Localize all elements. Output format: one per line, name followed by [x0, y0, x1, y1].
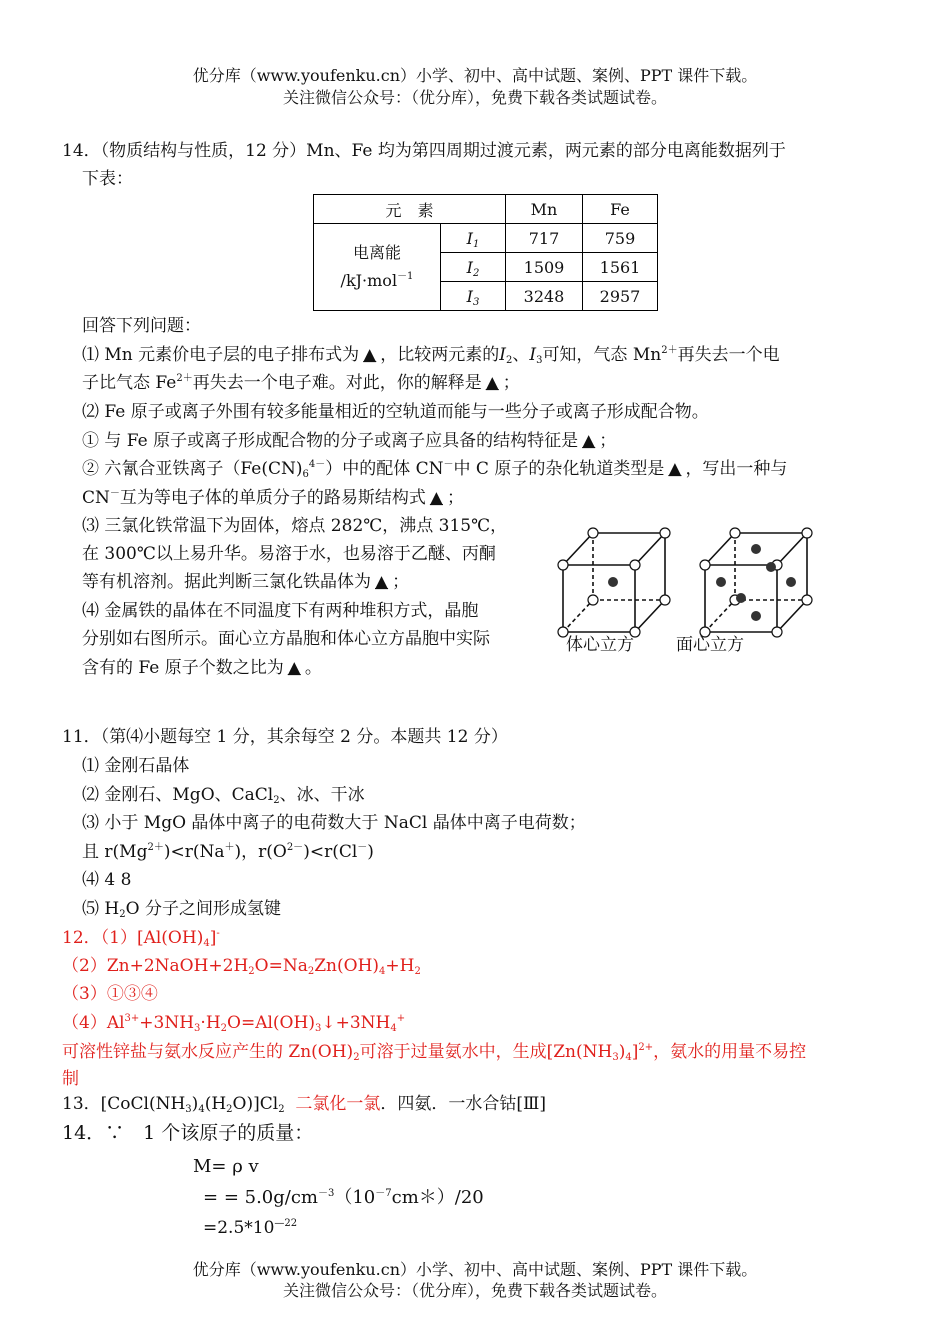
fig-label-bcc: 体心立方 — [566, 635, 634, 655]
q4-line-1: ⑷ 金属铁的晶体在不同温度下有两种堆积方式，晶胞 — [82, 601, 479, 621]
row-label-line-1: 电离能 — [352, 243, 401, 262]
q3-line-2: 在 300℃以上易升华。易溶于水，也易溶于乙醚、丙酮 — [82, 544, 496, 564]
header-line-1: 优分库（www.youfenku.cn）小学、初中、高中试题、案例、PPT 课件下载。 — [192, 66, 758, 85]
table-cell-mn-i1: 717 — [506, 224, 583, 253]
table-cell-i1: $I_1$ — [441, 224, 506, 253]
answer-blank: ▲ — [287, 658, 301, 678]
q3-line-3: 等有机溶剂。据此判断三氯化铁晶体为 ▲ ； — [82, 572, 410, 592]
answers11-a4: ⑷ 4 8 — [82, 870, 132, 890]
answer-blank: ▲ — [668, 459, 682, 479]
table-cell-i3: $I_3$ — [441, 282, 506, 311]
question-intro-2: 下表： — [82, 169, 133, 189]
footer-line-2: 关注微信公众号：（优分库），免费下载各类试题试卷。 — [282, 1281, 667, 1300]
answers12-l2: $(2)Zn+2NaOH+2H_2O=Na_2Zn(OH)_4+H_2$ — [62, 956, 421, 977]
answers11-a2: ⑵ 金刚石、MgO、CaCl$_2$、冰、干冰 — [82, 785, 365, 806]
table-header-mn: Mn — [506, 195, 583, 224]
answers11-a1: ⑴ 金刚石晶体 — [82, 756, 190, 776]
answers13: 13．$[CoCl(NH_3)_4(H_2O)]Cl_2$ 二氯化一氯．四氨．一水合钴[Ⅲ] — [62, 1094, 547, 1115]
answers12-l6: 制 — [62, 1069, 79, 1089]
answers14-l4: $=2.5*10^{—22}$ — [203, 1218, 298, 1238]
answers14-l1: 14．∵ 1 个该原子的质量： — [62, 1122, 314, 1144]
answers12-l4: $(4)Al^{3+}+3NH_3\cdot H_2O=Al(OH)_3↓+3NH_4^+$ — [62, 1013, 406, 1034]
answer-blank: ▲ — [582, 431, 596, 451]
answers12-l5: 可溶性锌盐与氨水反应产生的 $Zn(OH)_2$可溶于过量氨水中，生成$[Zn(NH_3)_4]^{2+}$，氨水的用量不易控 — [62, 1042, 807, 1063]
ionization-energy-table — [313, 194, 658, 311]
q2-sub-3: CN－互为等电子体的单质分子的路易斯结构式 ▲ ； — [82, 488, 464, 508]
table-header-element: 元 素 — [314, 195, 506, 224]
q4-line-3: 含有的 Fe 原子个数之比为 ▲ 。 — [82, 658, 322, 678]
footer-line-1: 优分库（www.youfenku.cn）小学、初中、高中试题、案例、PPT 课件下载。 — [192, 1260, 758, 1279]
table-cell-fe-i1: 759 — [583, 224, 658, 253]
table-cell-mn-i2: 1509 — [506, 253, 583, 282]
answers14-l2: M= ρ v — [193, 1156, 259, 1177]
table-cell-i2: $I_2$ — [441, 253, 506, 282]
answers11-title: 11．（第⑷小题每空 1 分，其余每空 2 分。本题共 12 分） — [62, 727, 508, 747]
answers11-a5: ⑸ $H_2O$ 分子之间形成氢键 — [82, 899, 281, 920]
answers14-l3: = = $5.0g/cm^{-3}(10^{-7}cm*)/20$ — [203, 1187, 484, 1208]
q4-line-2: 分别如右图所示。面心立方晶胞和体心立方晶胞中实际 — [82, 629, 490, 649]
table-row-label — [314, 224, 441, 311]
q1-line-2: 子比气态 $Fe^{2+}$再失去一个电子难。对此，你的解释是 ▲ ； — [82, 373, 520, 393]
fig-label-fcc: 面心立方 — [676, 635, 744, 655]
q3-line-1: ⑶ 三氯化铁常温下为固体，熔点 282℃，沸点 315℃， — [82, 516, 508, 536]
answer-blank: ▲ — [429, 488, 443, 508]
answers11-a3: ⑶ 小于 MgO 晶体中离子的电荷数大于 NaCl 晶体中离子电荷数； — [82, 813, 586, 833]
answers11-a3b: 且 $r(Mg^{2+})<r(Na^+)$，$r(O^{2-})<r(Cl^-)$ — [82, 842, 374, 862]
fcc-cell-diagram — [700, 528, 812, 637]
answer-prompt: 回答下列问题： — [82, 316, 201, 336]
row-label-line-2: /kJ·mol$^{-1}$ — [340, 271, 414, 290]
answer-blank: ▲ — [363, 345, 377, 365]
answer-blank: ▲ — [375, 572, 389, 592]
table-cell-mn-i3: 3248 — [506, 282, 583, 311]
answer-blank: ▲ — [485, 373, 499, 393]
table-cell-fe-i3: 2957 — [583, 282, 658, 311]
q2-sub-1: ① 与 Fe 原子或离子形成配合物的分子或离子应具备的结构特征是 ▲ ； — [82, 431, 617, 451]
answers12-l1: 12．$(1)[Al(OH)_4]^-$ — [62, 928, 220, 949]
table-header-fe: Fe — [583, 195, 658, 224]
q2-line: ⑵ Fe 原子或离子外围有较多能量相近的空轨道而能与一些分子或离子形成配合物。 — [82, 402, 709, 422]
question-intro: 14．（物质结构与性质，12 分）Mn、Fe 均为第四周期过渡元素，两元素的部分电离能数据列于 — [62, 141, 786, 161]
bcc-cell-diagram — [558, 528, 670, 637]
answers12-l3: （3）①③④ — [62, 984, 158, 1004]
q1-line-1: ⑴ Mn 元素价电子层的电子排布式为 ▲ ，比较两元素的$I_2$、$I_3$可知，气态 $Mn^{2+}$再失去一个电 — [82, 345, 780, 366]
table-cell-fe-i2: 1561 — [583, 253, 658, 282]
header-line-2: 关注微信公众号：（优分库），免费下载各类试题试卷。 — [282, 88, 667, 107]
q2-sub-2: ② 六氰合亚铁离子$(Fe(CN)_6^{4-})$中的配体 CN－中 C 原子的杂化轨道类型是 ▲ ，写出一种与 — [82, 459, 788, 480]
